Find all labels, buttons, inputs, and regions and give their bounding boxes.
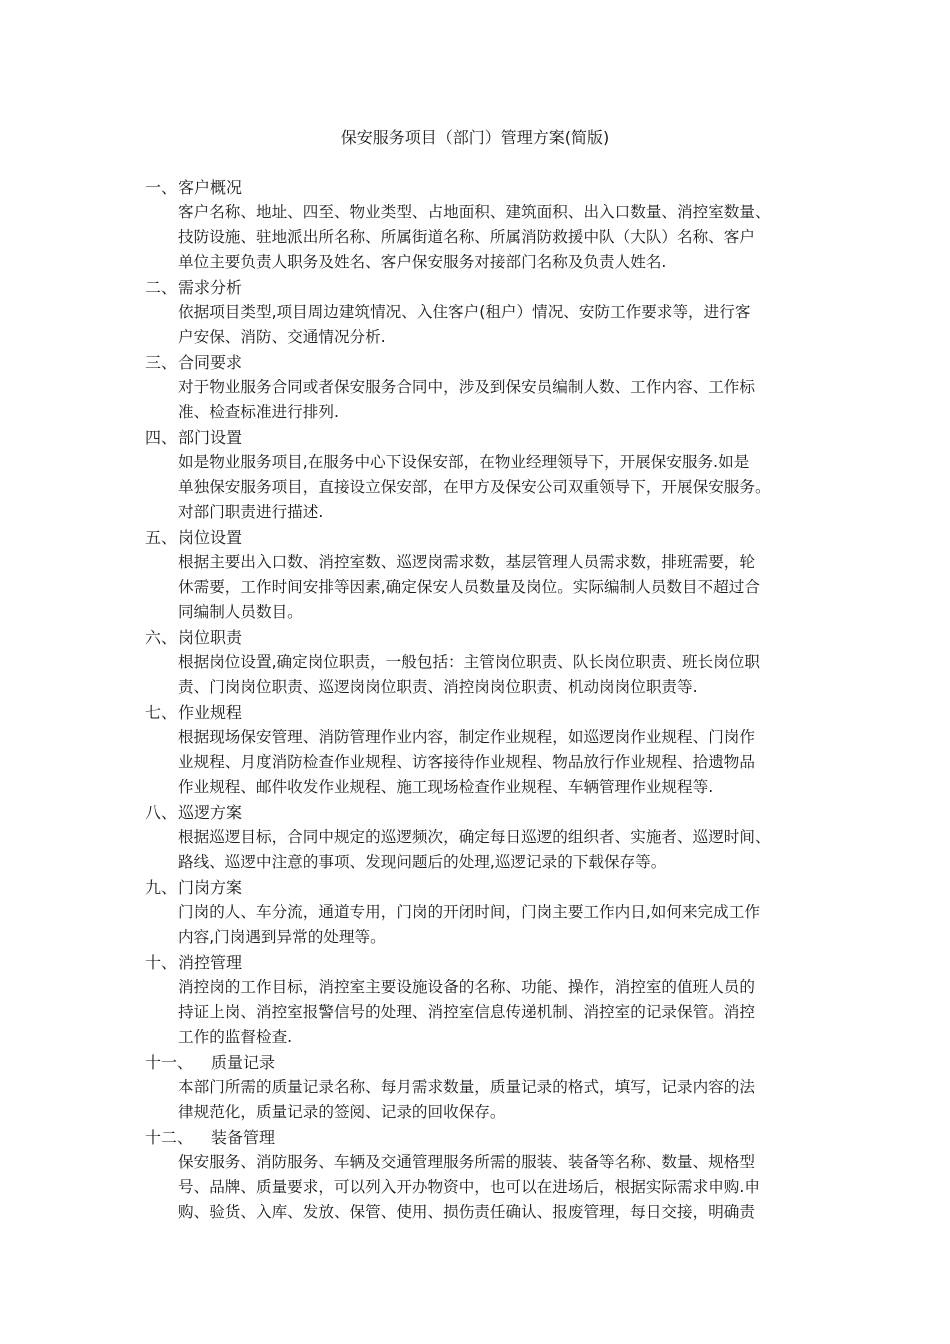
section-body-line: 根据现场保安管理、消防管理作业内容，制定作业规程，如巡逻岗作业规程、门岗作 [178,728,755,746]
section [145,875,813,950]
section-body-line: 技防设施、驻地派出所名称、所属街道名称、所属消防救援中队（大队）名称、客户 [178,228,755,246]
section [145,625,813,700]
section [145,800,813,875]
section-body-line: 对部门职责进行描述. [178,503,324,521]
section-heading-text: 质量记录 [211,1053,276,1072]
section-heading [145,425,813,450]
section-body-line: 作业规程、邮件收发作业规程、施工现场检查作业规程、车辆管理作业规程等. [178,778,714,796]
section-body [178,900,813,950]
section-heading [145,525,813,550]
section-body [178,375,813,425]
section-body-line: 单位主要负责人职务及姓名、客户保安服务对接部门名称及负责人姓名. [178,253,667,271]
section-body [178,550,813,625]
section-body-line: 购、验货、入库、发放、保管、使用、损伤责任确认、报废管理，每日交接，明确责 [178,1203,755,1221]
section-heading [145,1050,813,1075]
section-number: 九、 [145,878,178,897]
section [145,425,813,525]
section-body-line: 本部门所需的质量记录名称、每月需求数量，质量记录的格式，填写，记录内容的法 [178,1078,755,1096]
section-number: 十一、 [145,1053,194,1072]
section-body-line: 工作的监督检查. [178,1028,293,1046]
section-body-line: 持证上岗、消控室报警信号的处理、消控室信息传递机制、消控室的记录保管。消控 [178,1003,755,1021]
section-heading [145,1125,813,1150]
section-heading-text: 客户概况 [178,178,243,197]
section-heading-text: 岗位职责 [178,628,243,647]
section-body-line: 路线、巡逻中注意的事项、发现问题后的处理,巡逻记录的下载保存等。 [178,853,667,871]
section-body [178,300,813,350]
section-heading-text: 需求分析 [178,278,243,297]
section-body-line: 内容,门岗遇到异常的处理等。 [178,928,386,946]
section-body [178,825,813,875]
section-number: 十、 [145,953,178,972]
section-number: 六、 [145,628,178,647]
section-heading-text: 岗位设置 [178,528,243,547]
document-title: 保安服务项目（部门）管理方案(简版) [340,128,610,147]
section-body-line: 业规程、月度消防检查作业规程、访客接待作业规程、物品放行作业规程、拾遗物品 [178,753,755,771]
section-heading-text: 装备管理 [211,1128,276,1147]
section-number: 七、 [145,703,178,722]
section-body-line: 同编制人员数目。 [178,603,303,621]
section [145,1125,813,1225]
section [145,275,813,350]
section-number: 五、 [145,528,178,547]
section-body-line: 根据主要出入口数、消控室数、巡逻岗需求数，基层管理人员需求数，排班需要，轮 [178,553,755,571]
section-body-line: 保安服务、消防服务、车辆及交通管理服务所需的服装、装备等名称、数量、规格型 [178,1153,755,1171]
section-heading-text: 合同要求 [178,353,243,372]
section-number: 三、 [145,353,178,372]
section-body-line: 户安保、消防、交通情况分析. [178,328,386,346]
section-number: 八、 [145,803,178,822]
section-body [178,1150,813,1225]
section-body-line: 准、检查标准进行排列. [178,403,339,421]
section [145,950,813,1050]
section-body-line: 号、品牌、质量要求，可以列入开办物资中，也可以在进场后，根据实际需求申购.申 [178,1178,760,1196]
section-heading [145,625,813,650]
section-heading [145,275,813,300]
section [145,525,813,625]
section-body [178,1075,813,1125]
section-number: 十二、 [145,1128,194,1147]
section-heading [145,175,813,200]
section-heading [145,950,813,975]
section [145,350,813,425]
section-body-line: 门岗的人、车分流，通道专用，门岗的开闭时间，门岗主要工作内日,如何来完成工作 [178,903,760,921]
section-number: 二、 [145,278,178,297]
section-heading [145,350,813,375]
section-body-line: 客户名称、地址、四至、物业类型、占地面积、建筑面积、出入口数量、消控室数量、 [178,203,771,221]
section-body-line: 责、门岗岗位职责、巡逻岗岗位职责、消控岗岗位职责、机动岗岗位职责等. [178,678,698,696]
section-body-line: 单独保安服务项目，直接设立保安部，在甲方及保安公司双重领导下，开展保安服务。 [178,478,771,496]
section-heading [145,875,813,900]
section-body [178,450,813,525]
section-heading-text: 作业规程 [178,703,243,722]
section [145,700,813,800]
section [145,175,813,275]
section-body-line: 律规范化，质量记录的签阅、记录的回收保存。 [178,1103,506,1121]
section-body [178,200,813,275]
section-body-line: 根据岗位设置,确定岗位职责，一般包括：主管岗位职责、队长岗位职责、班长岗位职 [178,653,760,671]
section-body-line: 如是物业服务项目,在服务中心下设保安部，在物业经理领导下，开展保安服务.如是 [178,453,750,471]
section-number: 四、 [145,428,178,447]
section-heading [145,800,813,825]
section-list [145,175,813,1225]
section-heading-text: 消控管理 [178,953,243,972]
section-number: 一、 [145,178,178,197]
section-body-line: 消控岗的工作目标，消控室主要设施设备的名称、功能、操作，消控室的值班人员的 [178,978,755,996]
section-heading-text: 部门设置 [178,428,243,447]
section-body-line: 根据巡逻目标，合同中规定的巡逻频次，确定每日巡逻的组织者、实施者、巡逻时间、 [178,828,771,846]
section-body-line: 休需要，工作时间安排等因素,确定保安人员数量及岗位。实际编制人员数目不超过合 [178,578,760,596]
section [145,1050,813,1125]
section-body-line: 对于物业服务合同或者保安服务合同中，涉及到保安员编制人数、工作内容、工作标 [178,378,755,396]
section-heading-text: 门岗方案 [178,878,243,897]
section-body-line: 依据项目类型,项目周边建筑情况、入住客户(租户）情况、安防工作要求等，进行客 [178,303,751,321]
section-body [178,975,813,1050]
section-heading [145,700,813,725]
section-body [178,650,813,700]
section-body [178,725,813,800]
section-heading-text: 巡逻方案 [178,803,243,822]
